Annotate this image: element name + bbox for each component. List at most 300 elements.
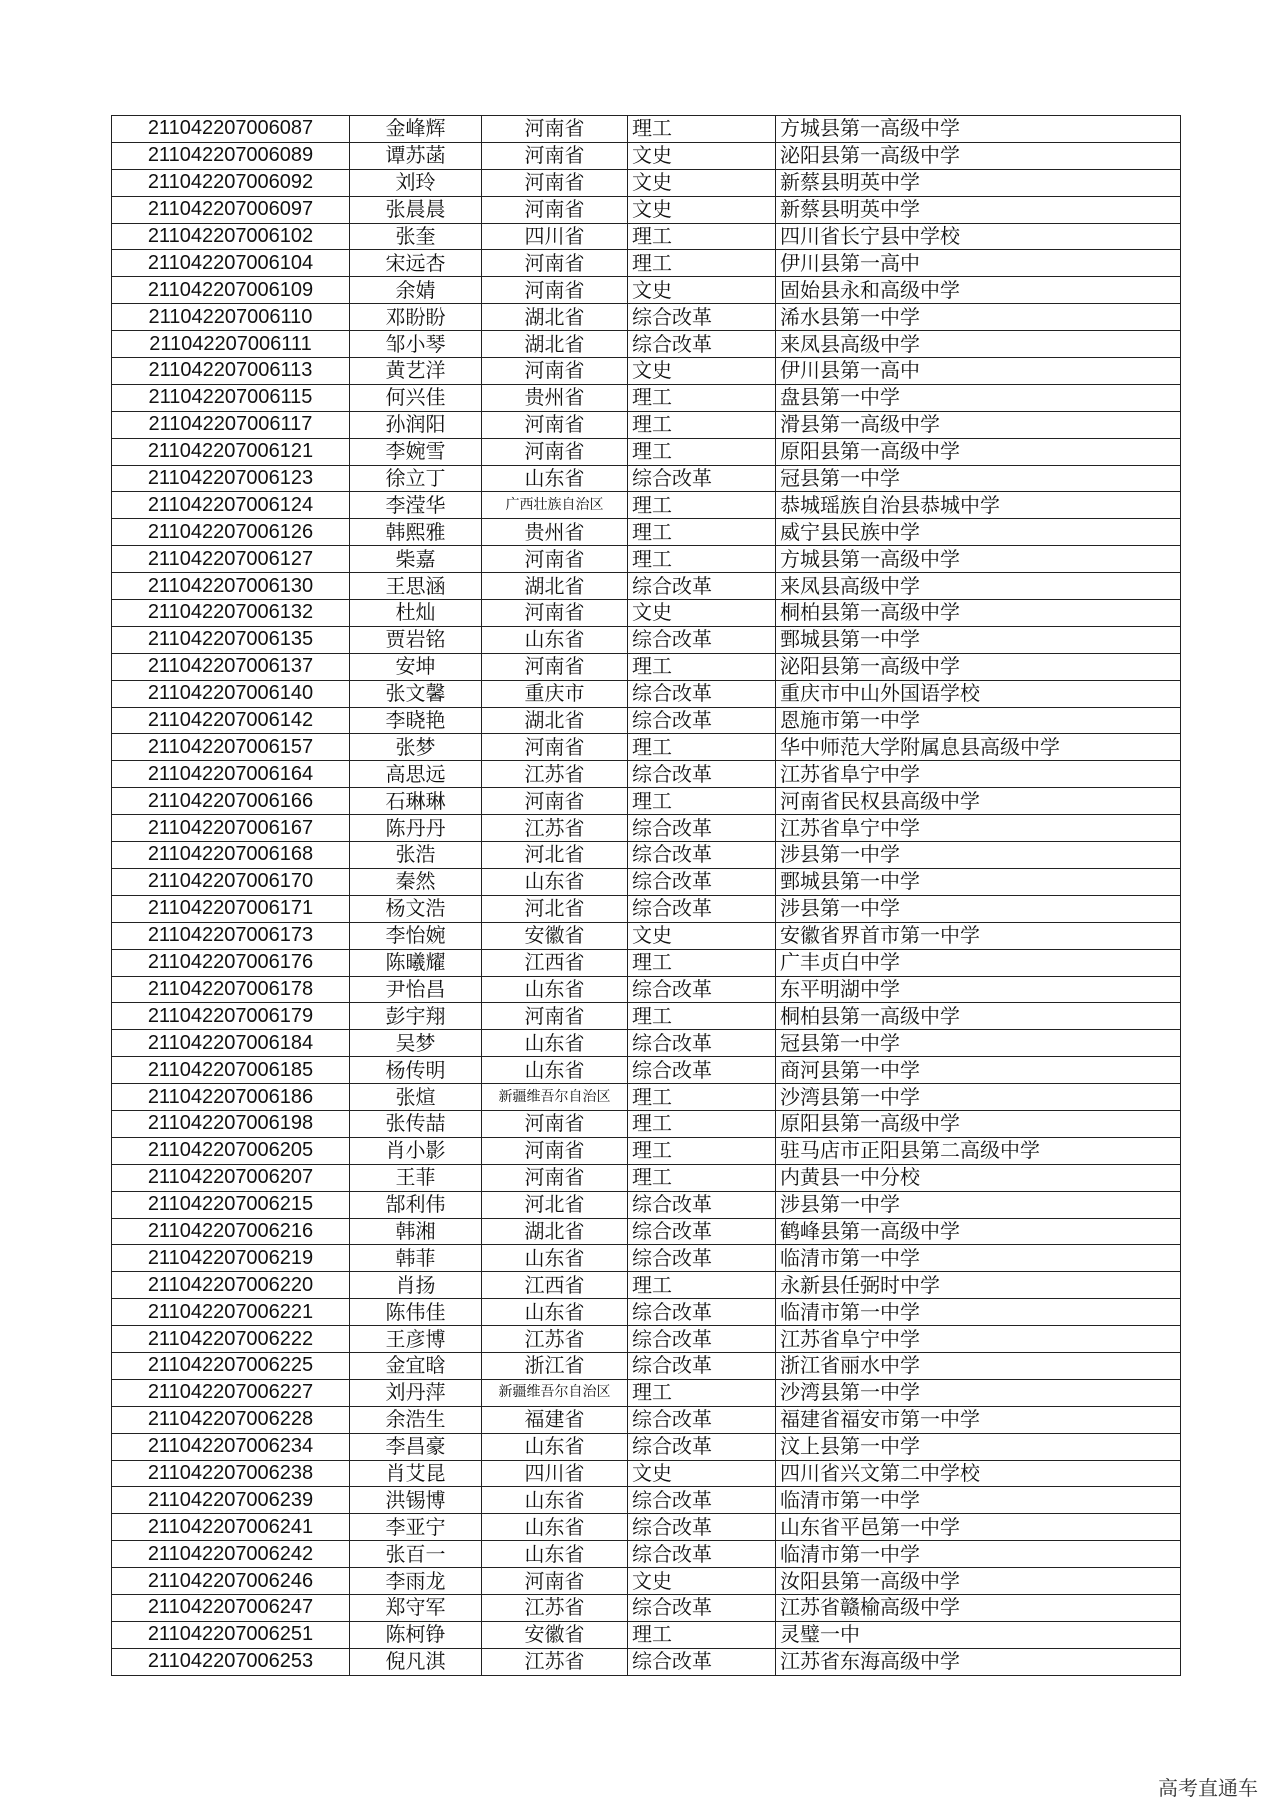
table-row [112, 1433, 1181, 1460]
student-id-cell: 211042207006241 [112, 1514, 350, 1541]
student-id-cell: 211042207006102 [112, 223, 350, 250]
school-cell: 冠县第一中学 [776, 1030, 1181, 1057]
name-cell: 高思远 [350, 761, 482, 788]
name-cell: 洪锡博 [350, 1487, 482, 1514]
name-cell: 王彦博 [350, 1326, 482, 1353]
table-row [112, 250, 1181, 277]
table-row [112, 438, 1181, 465]
name-cell: 柴嘉 [350, 546, 482, 573]
school-cell: 浠水县第一中学 [776, 304, 1181, 331]
subject-cell: 理工 [628, 653, 776, 680]
name-cell: 刘丹萍 [350, 1379, 482, 1406]
subject-cell: 理工 [628, 223, 776, 250]
student-id-cell: 211042207006115 [112, 384, 350, 411]
table-row [112, 1218, 1181, 1245]
table-row [112, 116, 1181, 143]
student-id-cell: 211042207006132 [112, 600, 350, 627]
province-cell: 山东省 [482, 626, 628, 653]
name-cell: 李婉雪 [350, 438, 482, 465]
student-id-cell: 211042207006164 [112, 761, 350, 788]
province-cell: 湖北省 [482, 304, 628, 331]
table-row [112, 1460, 1181, 1487]
student-id-cell: 211042207006221 [112, 1299, 350, 1326]
school-cell: 福建省福安市第一中学 [776, 1406, 1181, 1433]
student-id-cell: 211042207006198 [112, 1110, 350, 1137]
student-id-cell: 211042207006222 [112, 1326, 350, 1353]
province-cell: 河南省 [482, 250, 628, 277]
school-cell: 泌阳县第一高级中学 [776, 653, 1181, 680]
name-cell: 彭宇翔 [350, 1003, 482, 1030]
student-id-cell: 211042207006123 [112, 465, 350, 492]
student-id-cell: 211042207006087 [112, 116, 350, 143]
name-cell: 金宜晗 [350, 1352, 482, 1379]
province-cell: 河南省 [482, 734, 628, 761]
table-row [112, 1245, 1181, 1272]
table-row [112, 976, 1181, 1003]
subject-cell: 综合改革 [628, 1648, 776, 1675]
province-cell: 河南省 [482, 653, 628, 680]
province-cell: 山东省 [482, 1433, 628, 1460]
subject-cell: 文史 [628, 277, 776, 304]
student-id-cell: 211042207006184 [112, 1030, 350, 1057]
student-id-cell: 211042207006126 [112, 519, 350, 546]
subject-cell: 理工 [628, 1110, 776, 1137]
table-row [112, 331, 1181, 358]
name-cell: 刘玲 [350, 169, 482, 196]
province-cell: 四川省 [482, 1460, 628, 1487]
table-row [112, 1164, 1181, 1191]
province-cell: 河南省 [482, 546, 628, 573]
table-row [112, 1326, 1181, 1353]
province-cell: 河南省 [482, 1568, 628, 1595]
student-id-cell: 211042207006234 [112, 1433, 350, 1460]
student-id-cell: 211042207006142 [112, 707, 350, 734]
name-cell: 张晨晨 [350, 196, 482, 223]
subject-cell: 文史 [628, 1460, 776, 1487]
school-cell: 四川省长宁县中学校 [776, 223, 1181, 250]
subject-cell: 综合改革 [628, 895, 776, 922]
table-row [112, 1379, 1181, 1406]
student-id-cell: 211042207006109 [112, 277, 350, 304]
name-cell: 韩菲 [350, 1245, 482, 1272]
province-cell: 福建省 [482, 1406, 628, 1433]
subject-cell: 理工 [628, 519, 776, 546]
subject-cell: 文史 [628, 358, 776, 385]
subject-cell: 理工 [628, 734, 776, 761]
subject-cell: 理工 [628, 116, 776, 143]
name-cell: 谭苏菡 [350, 142, 482, 169]
table-row [112, 1084, 1181, 1111]
province-cell: 江苏省 [482, 1594, 628, 1621]
name-cell: 杨传明 [350, 1057, 482, 1084]
name-cell: 倪凡淇 [350, 1648, 482, 1675]
subject-cell: 综合改革 [628, 1514, 776, 1541]
table-row [112, 761, 1181, 788]
student-id-cell: 211042207006113 [112, 358, 350, 385]
table-row [112, 1137, 1181, 1164]
admission-list-table [111, 115, 1181, 1676]
table-row [112, 1487, 1181, 1514]
school-cell: 新蔡县明英中学 [776, 196, 1181, 223]
table-row [112, 815, 1181, 842]
name-cell: 韩湘 [350, 1218, 482, 1245]
name-cell: 张梦 [350, 734, 482, 761]
table-row [112, 546, 1181, 573]
name-cell: 肖小影 [350, 1137, 482, 1164]
table-row [112, 734, 1181, 761]
province-cell: 河南省 [482, 788, 628, 815]
school-cell: 江苏省赣榆高级中学 [776, 1594, 1181, 1621]
student-id-cell: 211042207006121 [112, 438, 350, 465]
school-cell: 鄄城县第一中学 [776, 626, 1181, 653]
school-cell: 临清市第一中学 [776, 1299, 1181, 1326]
school-cell: 恩施市第一中学 [776, 707, 1181, 734]
subject-cell: 理工 [628, 1272, 776, 1299]
student-id-cell: 211042207006205 [112, 1137, 350, 1164]
name-cell: 李怡婉 [350, 922, 482, 949]
province-cell: 河南省 [482, 116, 628, 143]
school-cell: 来凤县高级中学 [776, 331, 1181, 358]
table-row [112, 949, 1181, 976]
province-cell: 河北省 [482, 895, 628, 922]
province-cell: 河南省 [482, 600, 628, 627]
name-cell: 陈柯铮 [350, 1621, 482, 1648]
name-cell: 尹怡昌 [350, 976, 482, 1003]
school-cell: 伊川县第一高中 [776, 358, 1181, 385]
province-cell: 山东省 [482, 1245, 628, 1272]
school-cell: 江苏省东海高级中学 [776, 1648, 1181, 1675]
table-row [112, 519, 1181, 546]
school-cell: 江苏省阜宁中学 [776, 761, 1181, 788]
name-cell: 郑守军 [350, 1594, 482, 1621]
table-row [112, 895, 1181, 922]
subject-cell: 文史 [628, 922, 776, 949]
table-row [112, 1057, 1181, 1084]
student-id-cell: 211042207006089 [112, 142, 350, 169]
province-cell: 四川省 [482, 223, 628, 250]
subject-cell: 综合改革 [628, 465, 776, 492]
name-cell: 肖艾昆 [350, 1460, 482, 1487]
school-cell: 滑县第一高级中学 [776, 411, 1181, 438]
student-id-cell: 211042207006097 [112, 196, 350, 223]
table-row [112, 465, 1181, 492]
name-cell: 余浩生 [350, 1406, 482, 1433]
table-row [112, 1352, 1181, 1379]
province-cell: 河南省 [482, 411, 628, 438]
school-cell: 内黄县一中分校 [776, 1164, 1181, 1191]
province-cell: 重庆市 [482, 680, 628, 707]
school-cell: 商河县第一中学 [776, 1057, 1181, 1084]
subject-cell: 综合改革 [628, 707, 776, 734]
table-row [112, 223, 1181, 250]
subject-cell: 文史 [628, 169, 776, 196]
school-cell: 威宁县民族中学 [776, 519, 1181, 546]
province-cell: 江西省 [482, 949, 628, 976]
student-id-cell: 211042207006135 [112, 626, 350, 653]
school-cell: 临清市第一中学 [776, 1487, 1181, 1514]
subject-cell: 综合改革 [628, 868, 776, 895]
subject-cell: 综合改革 [628, 1057, 776, 1084]
student-id-cell: 211042207006220 [112, 1272, 350, 1299]
name-cell: 余婧 [350, 277, 482, 304]
province-cell: 山东省 [482, 1487, 628, 1514]
student-id-cell: 211042207006247 [112, 1594, 350, 1621]
province-cell: 河南省 [482, 142, 628, 169]
table-row [112, 1272, 1181, 1299]
school-cell: 桐柏县第一高级中学 [776, 600, 1181, 627]
table-row [112, 1191, 1181, 1218]
name-cell: 陈曦耀 [350, 949, 482, 976]
school-cell: 原阳县第一高级中学 [776, 1110, 1181, 1137]
name-cell: 李滢华 [350, 492, 482, 519]
subject-cell: 综合改革 [628, 304, 776, 331]
province-cell: 江苏省 [482, 815, 628, 842]
student-id-cell: 211042207006168 [112, 842, 350, 869]
school-cell: 方城县第一高级中学 [776, 546, 1181, 573]
name-cell: 张浩 [350, 842, 482, 869]
name-cell: 肖扬 [350, 1272, 482, 1299]
province-cell: 湖北省 [482, 573, 628, 600]
subject-cell: 综合改革 [628, 976, 776, 1003]
subject-cell: 理工 [628, 1621, 776, 1648]
name-cell: 石琳琳 [350, 788, 482, 815]
subject-cell: 综合改革 [628, 1191, 776, 1218]
student-id-cell: 211042207006171 [112, 895, 350, 922]
school-cell: 安徽省界首市第一中学 [776, 922, 1181, 949]
name-cell: 邓盼盼 [350, 304, 482, 331]
subject-cell: 理工 [628, 1003, 776, 1030]
name-cell: 何兴佳 [350, 384, 482, 411]
student-id-cell: 211042207006219 [112, 1245, 350, 1272]
table-row [112, 600, 1181, 627]
student-id-cell: 211042207006207 [112, 1164, 350, 1191]
subject-cell: 综合改革 [628, 1352, 776, 1379]
school-cell: 浙江省丽水中学 [776, 1352, 1181, 1379]
student-id-cell: 211042207006157 [112, 734, 350, 761]
subject-cell: 理工 [628, 788, 776, 815]
subject-cell: 理工 [628, 384, 776, 411]
table-row [112, 277, 1181, 304]
table-row [112, 1621, 1181, 1648]
student-id-cell: 211042207006167 [112, 815, 350, 842]
province-cell: 河南省 [482, 1164, 628, 1191]
subject-cell: 文史 [628, 196, 776, 223]
name-cell: 李晓艳 [350, 707, 482, 734]
table-row [112, 492, 1181, 519]
province-cell: 湖北省 [482, 707, 628, 734]
name-cell: 杨文浩 [350, 895, 482, 922]
subject-cell: 理工 [628, 411, 776, 438]
table-row [112, 707, 1181, 734]
name-cell: 李雨龙 [350, 1568, 482, 1595]
province-cell: 浙江省 [482, 1352, 628, 1379]
subject-cell: 综合改革 [628, 1594, 776, 1621]
province-cell: 江苏省 [482, 761, 628, 788]
province-cell: 河南省 [482, 438, 628, 465]
table-row [112, 1030, 1181, 1057]
subject-cell: 综合改革 [628, 1218, 776, 1245]
subject-cell: 综合改革 [628, 1326, 776, 1353]
school-cell: 广丰贞白中学 [776, 949, 1181, 976]
school-cell: 冠县第一中学 [776, 465, 1181, 492]
province-cell: 山东省 [482, 1541, 628, 1568]
table-row [112, 384, 1181, 411]
name-cell: 孙润阳 [350, 411, 482, 438]
school-cell: 东平明湖中学 [776, 976, 1181, 1003]
subject-cell: 理工 [628, 1137, 776, 1164]
subject-cell: 综合改革 [628, 626, 776, 653]
subject-cell: 综合改革 [628, 331, 776, 358]
name-cell: 张百一 [350, 1541, 482, 1568]
province-cell: 山东省 [482, 1030, 628, 1057]
province-cell: 新疆维吾尔自治区 [482, 1084, 628, 1111]
table-row [112, 1648, 1181, 1675]
province-cell: 河南省 [482, 1110, 628, 1137]
name-cell: 张传喆 [350, 1110, 482, 1137]
table-row [112, 653, 1181, 680]
province-cell: 广西壮族自治区 [482, 492, 628, 519]
province-cell: 河南省 [482, 1003, 628, 1030]
school-cell: 桐柏县第一高级中学 [776, 1003, 1181, 1030]
student-id-cell: 211042207006179 [112, 1003, 350, 1030]
student-id-cell: 211042207006216 [112, 1218, 350, 1245]
table-row [112, 169, 1181, 196]
student-id-cell: 211042207006225 [112, 1352, 350, 1379]
subject-cell: 理工 [628, 250, 776, 277]
subject-cell: 综合改革 [628, 573, 776, 600]
student-id-cell: 211042207006166 [112, 788, 350, 815]
student-id-cell: 211042207006227 [112, 1379, 350, 1406]
subject-cell: 综合改革 [628, 1245, 776, 1272]
student-id-cell: 211042207006092 [112, 169, 350, 196]
student-id-cell: 211042207006246 [112, 1568, 350, 1595]
student-id-cell: 211042207006253 [112, 1648, 350, 1675]
subject-cell: 综合改革 [628, 761, 776, 788]
school-cell: 永新县任弼时中学 [776, 1272, 1181, 1299]
table-row [112, 868, 1181, 895]
table-row [112, 1594, 1181, 1621]
name-cell: 吴梦 [350, 1030, 482, 1057]
province-cell: 安徽省 [482, 1621, 628, 1648]
province-cell: 河南省 [482, 358, 628, 385]
school-cell: 来凤县高级中学 [776, 573, 1181, 600]
school-cell: 华中师范大学附属息县高级中学 [776, 734, 1181, 761]
student-id-cell: 211042207006130 [112, 573, 350, 600]
table-row [112, 304, 1181, 331]
school-cell: 沙湾县第一中学 [776, 1084, 1181, 1111]
subject-cell: 综合改革 [628, 842, 776, 869]
school-cell: 灵璧一中 [776, 1621, 1181, 1648]
student-id-cell: 211042207006176 [112, 949, 350, 976]
table-row [112, 1003, 1181, 1030]
province-cell: 山东省 [482, 1299, 628, 1326]
student-id-cell: 211042207006127 [112, 546, 350, 573]
table-row [112, 1541, 1181, 1568]
subject-cell: 综合改革 [628, 1030, 776, 1057]
student-id-cell: 211042207006251 [112, 1621, 350, 1648]
school-cell: 临清市第一中学 [776, 1541, 1181, 1568]
school-cell: 固始县永和高级中学 [776, 277, 1181, 304]
student-id-cell: 211042207006173 [112, 922, 350, 949]
name-cell: 张奎 [350, 223, 482, 250]
school-cell: 江苏省阜宁中学 [776, 1326, 1181, 1353]
student-id-cell: 211042207006110 [112, 304, 350, 331]
province-cell: 贵州省 [482, 519, 628, 546]
name-cell: 黄艺洋 [350, 358, 482, 385]
table-row [112, 842, 1181, 869]
name-cell: 徐立丁 [350, 465, 482, 492]
subject-cell: 综合改革 [628, 1406, 776, 1433]
table-row [112, 626, 1181, 653]
school-cell: 鄄城县第一中学 [776, 868, 1181, 895]
student-id-cell: 211042207006215 [112, 1191, 350, 1218]
name-cell: 张煊 [350, 1084, 482, 1111]
table-row [112, 142, 1181, 169]
school-cell: 原阳县第一高级中学 [776, 438, 1181, 465]
subject-cell: 综合改革 [628, 680, 776, 707]
name-cell: 韩熙雅 [350, 519, 482, 546]
table-row [112, 358, 1181, 385]
school-cell: 涉县第一中学 [776, 895, 1181, 922]
student-id-cell: 211042207006186 [112, 1084, 350, 1111]
school-cell: 河南省民权县高级中学 [776, 788, 1181, 815]
name-cell: 秦然 [350, 868, 482, 895]
name-cell: 张文馨 [350, 680, 482, 707]
student-id-cell: 211042207006178 [112, 976, 350, 1003]
subject-cell: 综合改革 [628, 1433, 776, 1460]
school-cell: 泌阳县第一高级中学 [776, 142, 1181, 169]
province-cell: 河南省 [482, 169, 628, 196]
subject-cell: 综合改革 [628, 1541, 776, 1568]
name-cell: 李亚宁 [350, 1514, 482, 1541]
province-cell: 山东省 [482, 465, 628, 492]
school-cell: 四川省兴文第二中学校 [776, 1460, 1181, 1487]
province-cell: 江西省 [482, 1272, 628, 1299]
table-row [112, 680, 1181, 707]
subject-cell: 综合改革 [628, 1487, 776, 1514]
table-row [112, 1568, 1181, 1595]
province-cell: 贵州省 [482, 384, 628, 411]
student-id-cell: 211042207006228 [112, 1406, 350, 1433]
name-cell: 贾岩铭 [350, 626, 482, 653]
subject-cell: 综合改革 [628, 1299, 776, 1326]
name-cell: 陈丹丹 [350, 815, 482, 842]
province-cell: 河北省 [482, 1191, 628, 1218]
school-cell: 鹤峰县第一高级中学 [776, 1218, 1181, 1245]
subject-cell: 文史 [628, 1568, 776, 1595]
school-cell: 恭城瑶族自治县恭城中学 [776, 492, 1181, 519]
name-cell: 郜利伟 [350, 1191, 482, 1218]
school-cell: 伊川县第一高中 [776, 250, 1181, 277]
name-cell: 李昌豪 [350, 1433, 482, 1460]
name-cell: 邹小琴 [350, 331, 482, 358]
school-cell: 涉县第一中学 [776, 842, 1181, 869]
student-id-cell: 211042207006242 [112, 1541, 350, 1568]
name-cell: 金峰辉 [350, 116, 482, 143]
subject-cell: 文史 [628, 142, 776, 169]
school-cell: 新蔡县明英中学 [776, 169, 1181, 196]
school-cell: 山东省平邑第一中学 [776, 1514, 1181, 1541]
table-row [112, 1514, 1181, 1541]
subject-cell: 理工 [628, 1084, 776, 1111]
table-row [112, 1110, 1181, 1137]
student-id-cell: 211042207006104 [112, 250, 350, 277]
name-cell: 宋远杏 [350, 250, 482, 277]
school-cell: 汝阳县第一高级中学 [776, 1568, 1181, 1595]
school-cell: 临清市第一中学 [776, 1245, 1181, 1272]
table-row [112, 788, 1181, 815]
province-cell: 河南省 [482, 196, 628, 223]
